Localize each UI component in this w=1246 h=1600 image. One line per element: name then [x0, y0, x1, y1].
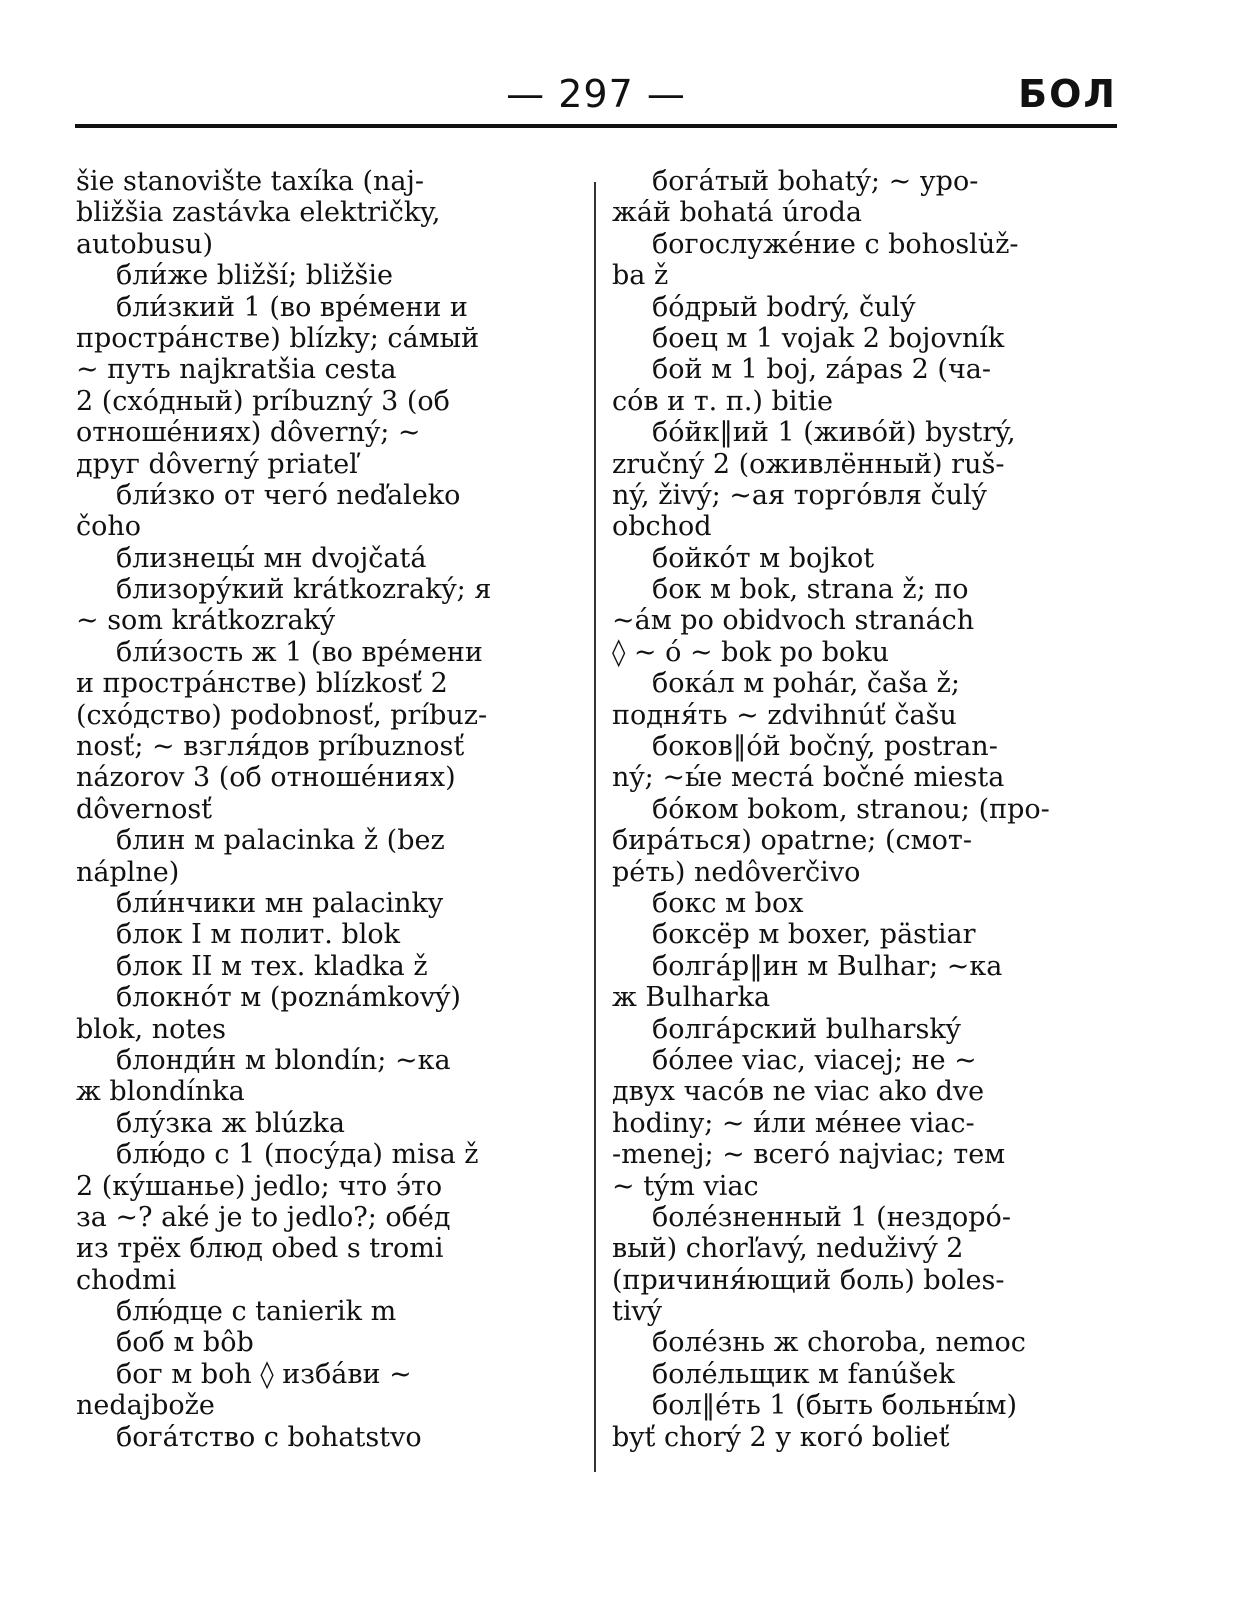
dictionary-entry [76, 1327, 576, 1358]
dictionary-entry [76, 543, 576, 574]
dictionary-entry [612, 543, 1112, 574]
entry-line: бо́дрый bodrý, čulý [652, 291, 916, 323]
dictionary-entry [612, 574, 1112, 668]
dictionary-entry [612, 292, 1112, 323]
dictionary-entry [612, 1045, 1112, 1202]
page-header [75, 72, 1117, 130]
dictionary-entry [612, 354, 1112, 417]
entry-line: болга́рский bulharský [652, 1013, 961, 1045]
dictionary-entry [612, 229, 1112, 292]
entry-line: боб м bôb [116, 1327, 254, 1359]
entry-line: блонди́н м blondín; ~ка [116, 1044, 451, 1076]
dictionary-entry [612, 951, 1112, 1014]
dictionary-entry [76, 260, 576, 291]
entry-line: бога́тство с bohatstvo [116, 1421, 422, 1453]
left-column [76, 166, 576, 1453]
entry-line: блю́до с 1 (посу́да) misa ž [116, 1139, 479, 1171]
dictionary-entry [612, 1014, 1112, 1045]
entry-line: боле́знь ж choroba, nemoc [652, 1327, 1026, 1359]
dictionary-entry [76, 574, 576, 637]
entry-line: бой м 1 boj, zápas 2 (ча- [652, 354, 992, 386]
entry-line: бли́зость ж 1 (во вре́мени [116, 636, 483, 668]
entry-line: nosť; ~ взгля́дов príbuznosť [76, 731, 465, 763]
dictionary-entry [612, 417, 1112, 543]
entry-line: ~ путь najkratšia cesta [76, 354, 397, 386]
entry-line: hodiny; ~ и́ли ме́нее viac- [612, 1107, 975, 1139]
entry-line: близнецы́ мн dvojčatá [116, 542, 427, 574]
entry-line: блин м palacinka ž (bez [116, 825, 445, 857]
entry-line: бо́ком bokom, stranou; (про- [652, 793, 1050, 825]
entry-line: со́в и т. п.) bitie [612, 385, 833, 417]
dictionary-entry [612, 323, 1112, 354]
entry-line: náplne) [76, 856, 180, 888]
entry-line: ný, živý; ~ая торго́вля čulý [612, 479, 987, 511]
dictionary-entry [76, 951, 576, 982]
entry-line: ре́ть) nedôverčivo [612, 856, 861, 888]
entry-line: боле́зненный 1 (нездоро́- [652, 1201, 1011, 1233]
right-column [612, 166, 1112, 1453]
dictionary-entry [76, 292, 576, 480]
entry-line: бол‖е́ть 1 (быть больны́м) [652, 1390, 1018, 1422]
dictionary-entry [76, 982, 576, 1045]
dictionary-entry [76, 166, 576, 260]
entry-line: бо́лее viac, viacej; не ~ [652, 1044, 977, 1076]
entry-line: бли́зкий 1 (во вре́мени и [116, 291, 468, 323]
entry-line: за ~? aké je to jedlo?; обе́д [76, 1201, 451, 1233]
entry-line: боец м 1 vojak 2 bojovník [652, 322, 1005, 354]
entry-line: 2 (схо́дный) príbuzný 3 (об [76, 385, 450, 417]
entry-line: бли́же bližší; bližšie [116, 260, 394, 292]
guide-word: БОЛ [1018, 72, 1117, 116]
dictionary-entry [612, 794, 1112, 888]
entry-line: zručný 2 (оживлённый) ruš- [612, 448, 1005, 480]
dictionary-entry [76, 1359, 576, 1422]
dictionary-entry [76, 919, 576, 950]
entry-line: богослуже́ние с bohoslu̇ž- [652, 228, 1019, 260]
entry-line: бога́тый bohatý; ~ уро- [652, 166, 979, 197]
dictionary-entry [612, 1359, 1112, 1390]
entry-line: dôvernosť [76, 793, 213, 825]
entry-line: бока́л м pohár, čaša ž; [652, 668, 961, 700]
entry-line: бог м boh ◊ изба́ви ~ [116, 1358, 412, 1390]
dictionary-entry [612, 1327, 1112, 1358]
entry-line: blok, notes [76, 1013, 227, 1045]
entry-line: бли́зко от чего́ neďaleko [116, 479, 461, 511]
entry-line: бира́ться) opatrne; (смот- [612, 825, 972, 857]
entry-line: отноше́ниях) dôverný; ~ [76, 417, 421, 449]
entry-line: бли́нчики мн palacinky [116, 887, 444, 919]
entry-line: и простра́нстве) blízkosť 2 [76, 668, 448, 700]
entry-line: блокно́т м (poznámkový) [116, 982, 461, 1014]
entry-line: болга́р‖ин м Bulhar; ~ка [652, 950, 1003, 982]
entry-line: боков‖о́й bočný, postran- [652, 731, 998, 763]
entry-line: -menej; ~ всего́ najviac; тем [612, 1139, 1006, 1171]
entry-line: ◊ ~ о́ ~ bok po boku [612, 636, 890, 668]
entry-line: tivý [612, 1296, 662, 1328]
entry-line: блок II м тех. kladka ž [116, 950, 428, 982]
entry-line: из трёх блюд obed s tromi [76, 1233, 444, 1265]
page-number: — 297 — [506, 72, 686, 116]
dictionary-entry [612, 919, 1112, 950]
entry-line: 2 (ку́шанье) jedlo; что э́то [76, 1170, 443, 1202]
entry-line: жа́й bohatá úroda [612, 197, 863, 229]
entry-line: двух часо́в ne viac ako dve [612, 1076, 985, 1108]
entry-line: бокс м box [652, 887, 804, 919]
entry-line: chodmi [76, 1264, 177, 1296]
entry-line: блю́дце с tanierik m [116, 1296, 397, 1328]
column-divider [594, 182, 596, 1472]
entry-line: šie stanovište taxíka (naj- [76, 166, 425, 197]
entry-line: (схо́дство) podobnosť, príbuz- [76, 699, 488, 731]
entry-line: (причиня́ющий боль) boles- [612, 1264, 1005, 1296]
entry-line: obchod [612, 511, 712, 543]
entry-line: ~ som krátkozraký [76, 605, 336, 637]
entry-line: nedajbože [76, 1390, 215, 1422]
entry-line: бо́йк‖ий 1 (живо́й) bystrý, [652, 417, 1016, 449]
entry-line: byť chorý 2 у кого́ bolieť [612, 1421, 950, 1453]
entry-line: autobusu) [76, 228, 214, 260]
header-rule [75, 124, 1117, 128]
dictionary-entry [76, 888, 576, 919]
entry-line: názorov 3 (об отноше́ниях) [76, 762, 456, 794]
entry-line: бок м bok, strana ž; по [652, 574, 969, 606]
entry-line: ~а́м po obidvoch stranách [612, 605, 975, 637]
entry-line: друг dôverný priateľ [76, 448, 358, 480]
dictionary-entry [76, 637, 576, 825]
entry-line: подня́ть ~ zdvihnúť čašu [612, 699, 957, 731]
entry-line: вый) chorľavý, neduživý 2 [612, 1233, 964, 1265]
entry-line: блок I м полит. blok [116, 919, 400, 951]
entry-line: ný; ~ы́е места́ bočné miesta [612, 762, 1005, 794]
dictionary-entry [612, 888, 1112, 919]
dictionary-entry [612, 166, 1112, 229]
entry-line: ba ž [612, 260, 669, 292]
entry-line: блу́зка ж blúzka [116, 1107, 345, 1139]
dictionary-entry [76, 1108, 576, 1139]
entry-line: боксёр м boxer, pästiar [652, 919, 976, 951]
entry-line: простра́нстве) blízky; са́мый [76, 322, 480, 354]
entry-line: ж Bulharka [612, 982, 771, 1014]
entry-line: близору́кий krátkozraký; я [116, 574, 492, 606]
dictionary-entry [76, 1045, 576, 1108]
dictionary-entry [76, 480, 576, 543]
entry-line: ж blondínka [76, 1076, 245, 1108]
dictionary-entry [612, 1202, 1112, 1328]
entry-line: ~ tým viac [612, 1170, 759, 1202]
dictionary-entry [612, 668, 1112, 731]
entry-line: бойко́т м bojkot [652, 542, 875, 574]
dictionary-entry [612, 1390, 1112, 1453]
dictionary-entry [612, 731, 1112, 794]
entry-line: čoho [76, 511, 142, 543]
dictionary-entry [76, 1296, 576, 1327]
entry-line: боле́льщик м fanúšek [652, 1358, 955, 1390]
entry-line: bližšia zastávka električky, [76, 197, 441, 229]
dictionary-entry [76, 1139, 576, 1296]
dictionary-entry [76, 1422, 576, 1453]
dictionary-entry [76, 825, 576, 888]
